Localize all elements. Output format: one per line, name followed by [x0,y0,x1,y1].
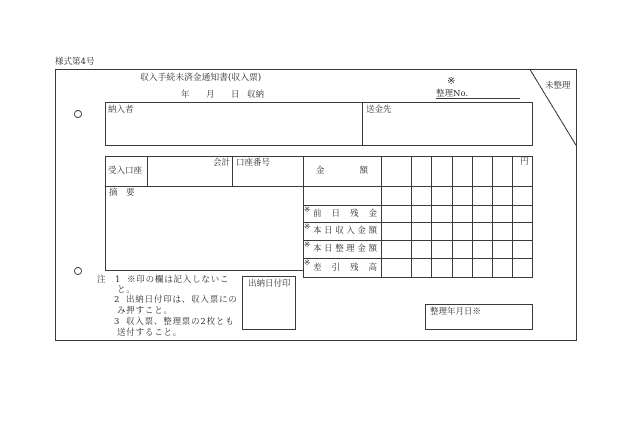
currency-unit-label: 円 [520,157,529,167]
form-number: 様式第4号 [55,57,95,67]
balance-row-mark: ※ [304,240,311,249]
balance-row-mark: ※ [304,205,311,214]
receiving-account-label: 受入口座 [108,166,143,176]
notes-heading: 注 [97,275,107,285]
date-month-label: 月 [206,90,215,100]
payer-label: 納入者 [108,105,134,115]
date-received-label: 収納 [247,90,265,100]
note-number: 1 [115,275,122,285]
accounting-label: 会計 [213,158,231,168]
note-text: 出納日付印は、収入票にの [126,295,238,305]
note-number: 2 [114,295,121,305]
balance-row-label: 差 引 残 高 [313,263,377,273]
balance-row-label: 本日収入金額 [313,226,377,236]
binding-hole-icon [75,268,82,275]
balance-row-mark: ※ [304,222,311,231]
summary-box [106,187,304,271]
remit-to-label: 送金先 [366,105,392,115]
balance-row-label: 前 日 残 金 [313,209,377,219]
unprocessed-corner-label: 未整理 [545,81,571,91]
reference-number-label: 整理No. [436,89,469,99]
balance-row-mark: ※ [304,258,311,267]
note-text: と。 [117,285,136,295]
binding-hole-icon [75,111,82,118]
balance-row-label: 本日整理金額 [313,244,377,254]
note-text: 送付すること。 [117,328,183,338]
reference-mark: ※ [447,76,456,87]
amount-label: 金 額 [316,166,368,176]
date-day-label: 日 [231,90,240,100]
payer-remittance-box [106,103,533,146]
summary-label: 摘 要 [109,188,135,198]
processing-date-label: 整理年月日※ [430,307,482,317]
note-number: 3 [114,317,121,327]
form-title: 収入手続未済金通知書(収入票) [140,73,262,83]
date-year-label: 年 [181,90,190,100]
note-text: ※印の欄は記入しないこ [127,275,230,285]
note-text: み押すこと。 [117,306,173,316]
cashier-date-stamp-label: 出納日付印 [248,279,291,289]
note-text: 収入票、整理票の2枚とも [126,317,235,327]
account-number-label: 口座番号 [236,158,271,168]
